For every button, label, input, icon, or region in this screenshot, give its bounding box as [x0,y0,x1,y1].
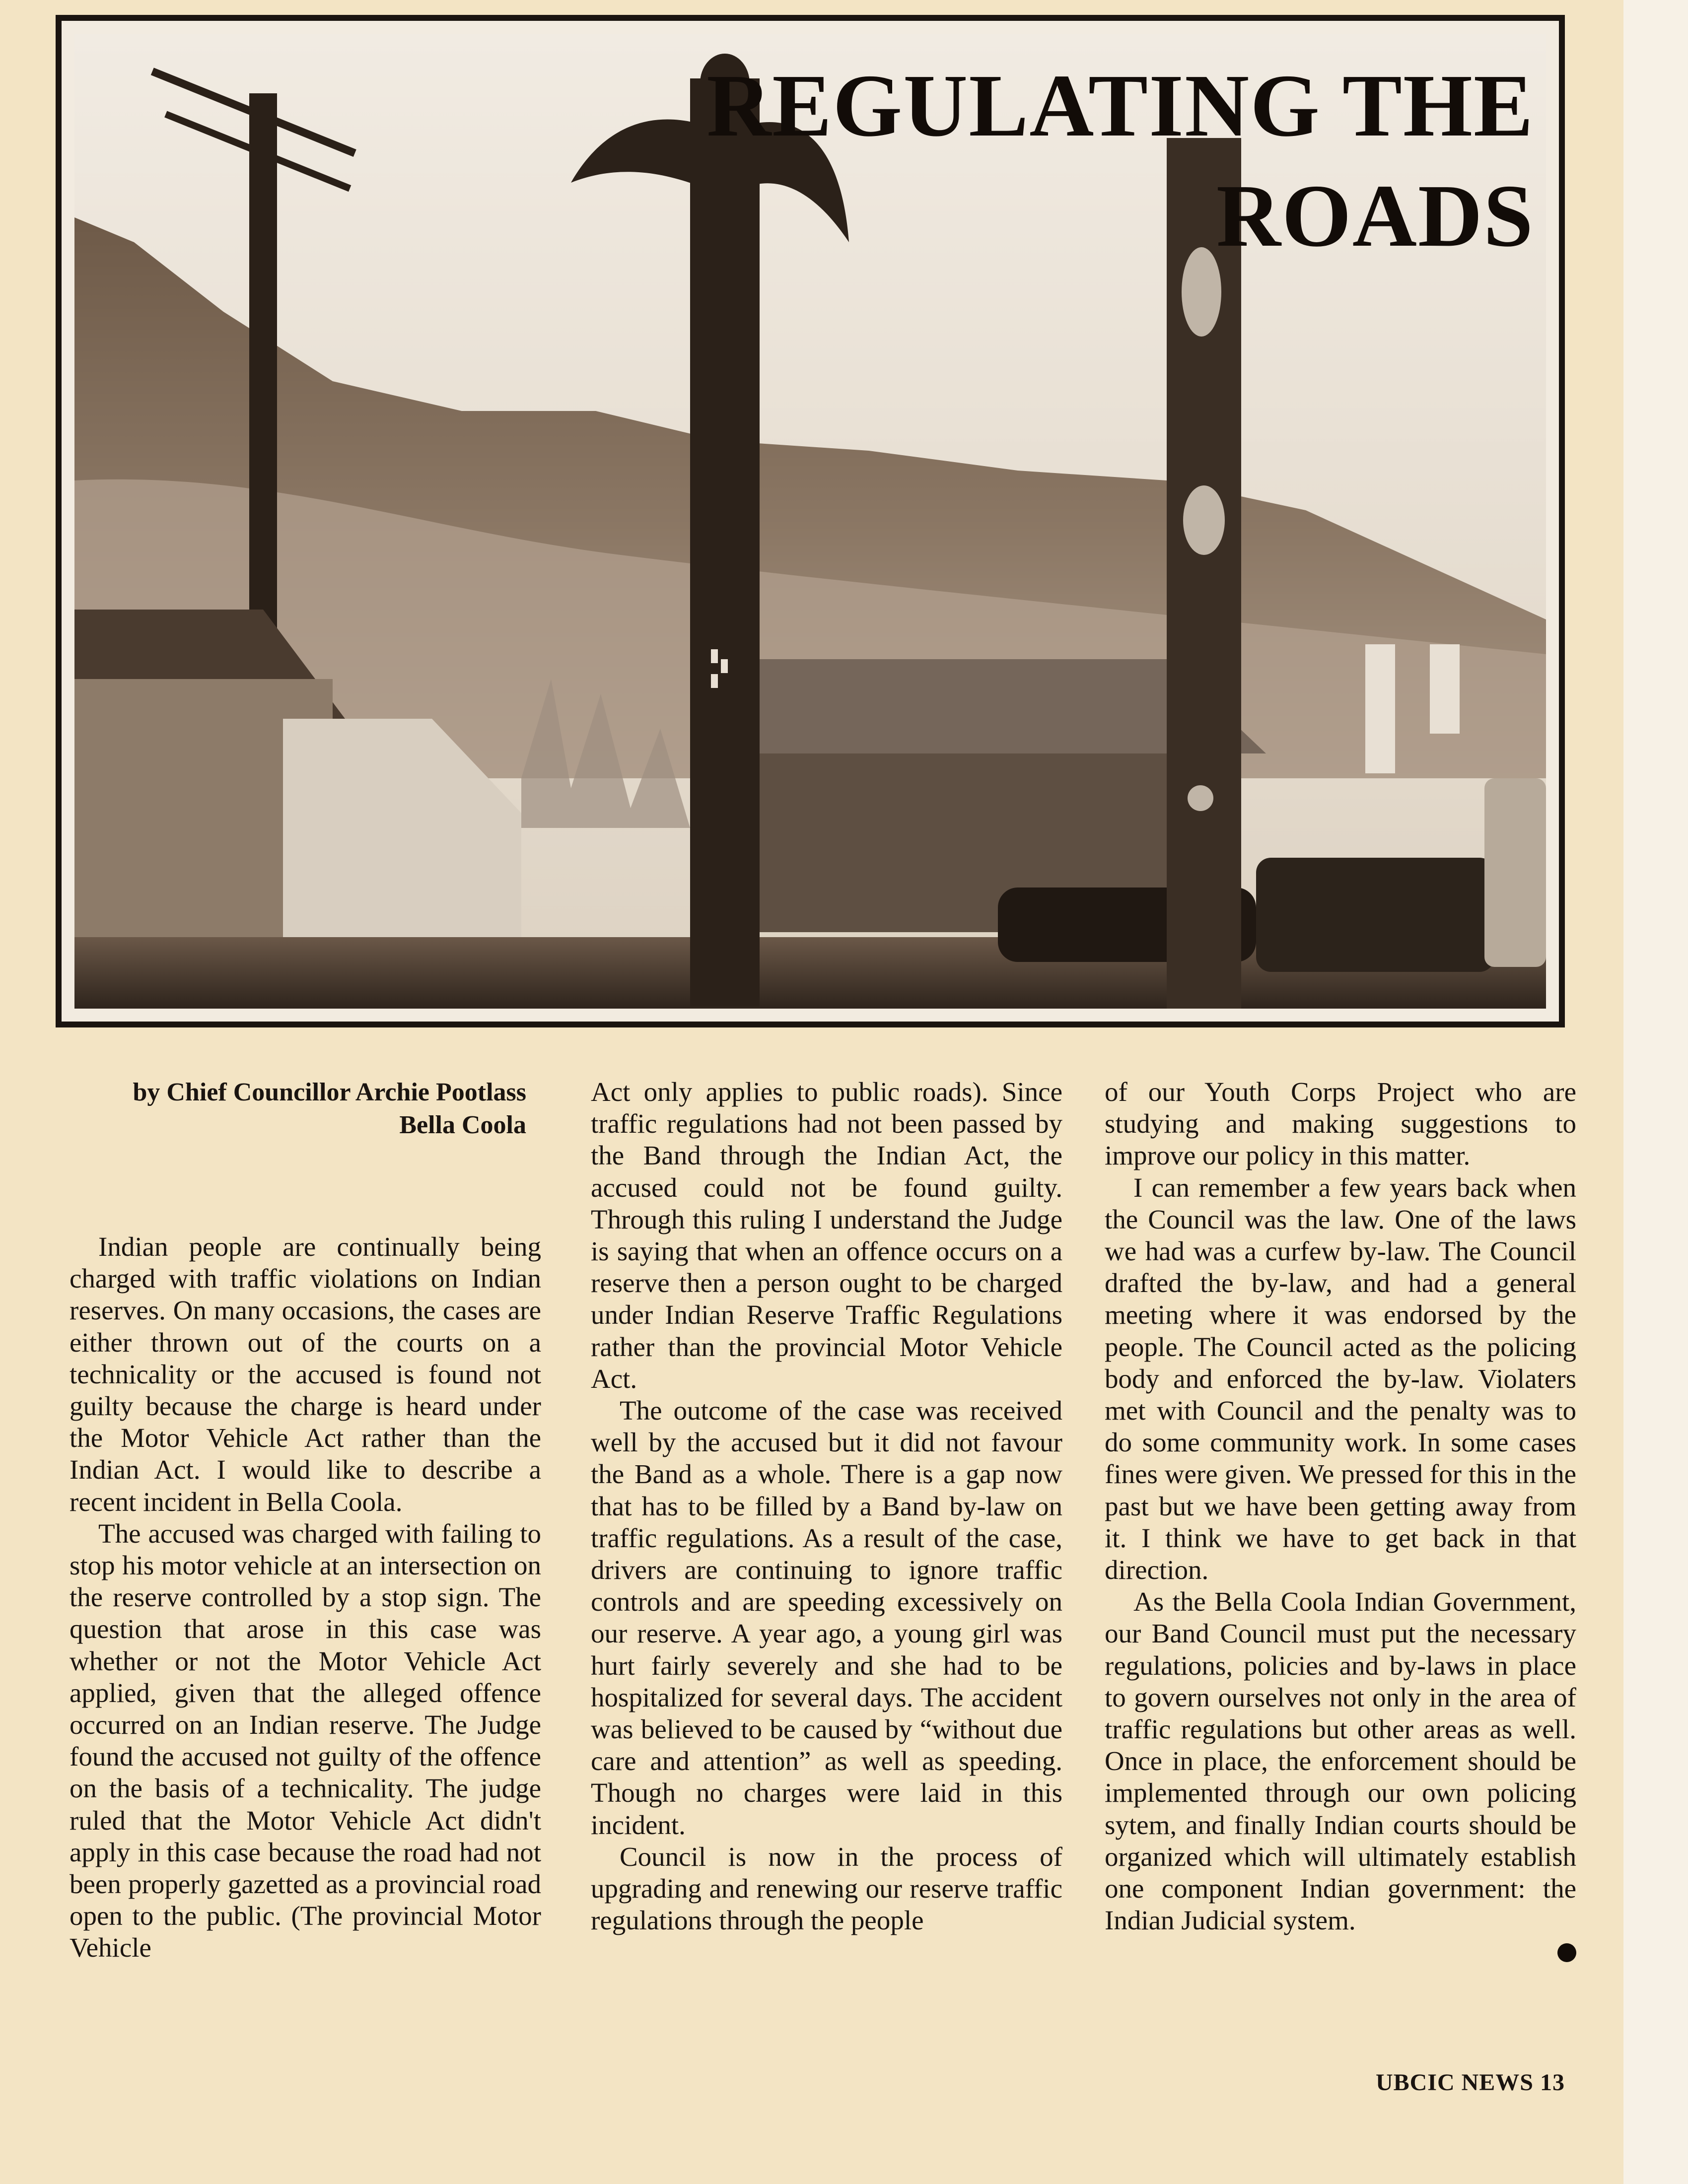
headline-line-2: ROADS [1216,166,1534,265]
paragraph: Act only applies to public roads). Since traffic regulations had not been passed by the Band through the Indian Act, the accused could not be found guilty. Through this ruling I understand the Judge is saying that when an offence occurs on a reserve then a person ought to be charged under Indian Reserve Traffic Regulations rather than the provincial Motor Vehicle Act. [591,1077,1062,1394]
paragraph: The outcome of the case was received well by the accused but it did not favour the Band as a whole. There is a gap now that has to be filled by a Band by-law on traffic regulations. As a result of the case, drivers are continuing to ignore traffic controls and are speeding excessively on our reserve. A year ago, a young girl was hurt fairly severely and she had to be hospitalized for several days. The accident was believed to be caused by “without due care and attention” as well as speeding. Though no charges were laid in this incident. [591,1395,1062,1840]
paragraph: of our Youth Corps Project who are studying and making suggestions to improve our policy in this matter. [1105,1077,1576,1171]
headline [706,51,1534,271]
byline-place: Bella Coola [399,1111,526,1139]
photo-frame [56,15,1565,1027]
end-of-article-mark [1557,1943,1576,1962]
byline-author: by Chief Councillor Archie Pootlass [133,1078,526,1106]
paragraph: The accused was charged with failing to stop his motor vehicle at an intersection on the reserve controlled by a stop sign. The question that arose in this case was whether or not the Motor Vehicle Act applied, given that the alleged offence occurred on an Indian reserve. The Judge found the accused not guilty of the offence on the basis of a technicality. The judge ruled that the Motor Vehicle Act didn't apply in this case because the road had not been properly gazetted as a provincial road open to the public. (The provincial Motor Vehicle [70,1518,541,1963]
page-edge [1623,0,1688,2184]
paragraph: Council is now in the process of upgrading and renewing our reserve traffic regulations through the people [591,1841,1062,1936]
article-column-2 [591,1076,1062,1936]
article-column-1 [70,1231,541,1964]
article-column-3 [1105,1076,1576,1962]
headline-line-1: REGULATING THE [706,56,1534,155]
paragraph: As the Bella Coola Indian Government, our Band Council must put the necessary regulations, policies and by-laws in place to govern ourselves not only in the area of traffic regulations but other areas as well. Once in place, the enforcement should be implemented through our own policing sytem, and finally Indian courts should be organized which will ultimately establish one component Indian government: the Indian Judicial system. [1105,1586,1576,1936]
page-footer: UBCIC NEWS 13 [1375,2069,1565,2096]
paragraph: I can remember a few years back when the Council was the law. One of the laws we had was a curfew by-law. The Council drafted the by-law, and had a general meeting where it was endorsed by the people. The Council acted as the policing body and enforced the by-law. Violaters met with Council and the penalty was to do some community work. In some cases fines were given. We pressed for this in the past but we have been getting away from it. I think we have to get back in that direction. [1105,1172,1576,1585]
paragraph: Indian people are continually being charged with traffic violations on Indian reserves. On many occasions, the cases are either thrown out of the courts on a technicality or the accused is found not guilty because the charge is heard under the Motor Vehicle Act rather than the Indian Act. I would like to describe a recent incident in Bella Coola. [70,1231,541,1517]
byline [74,1076,526,1142]
